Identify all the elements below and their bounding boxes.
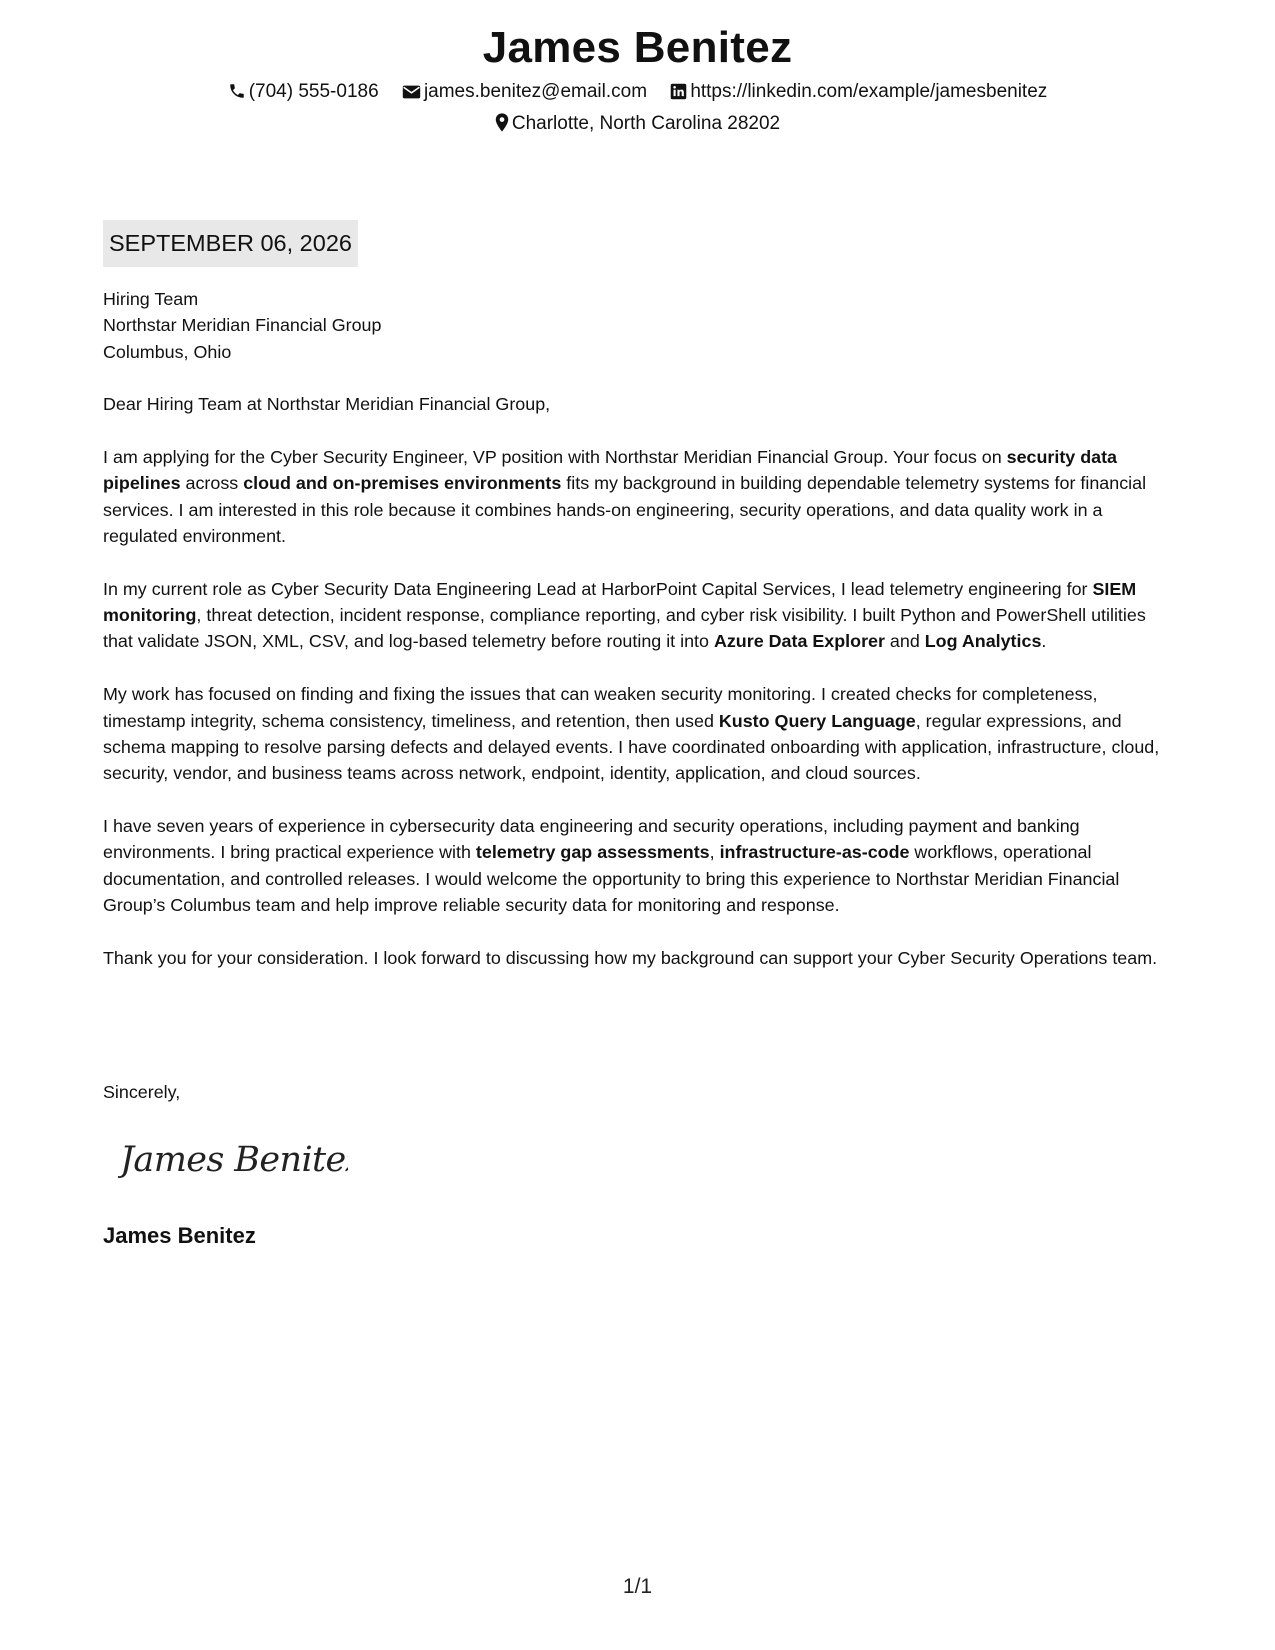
highlight-text: SIEM monitoring — [103, 578, 1137, 626]
paragraph-text: In my current role as Cyber Security Data Engineering Lead at HarborPoint Capital Services, I lead telemetry engineering for — [103, 578, 1093, 599]
recipient-line: Northstar Meridian Financial Group — [103, 315, 382, 336]
paragraph-experience — [103, 813, 1173, 918]
paragraph-text: across — [180, 473, 244, 494]
linkedin-url[interactable]: https://linkedin.com/example/jamesbenitez — [690, 81, 1048, 102]
signer-name: James Benitez — [103, 1223, 256, 1248]
highlight-text: Log Analytics — [924, 631, 1042, 652]
paragraph-text: fits my background in building dependable telemetry systems for financial services. I am interested in this role because it combines hands-on engineering, security operations, and data quality work in a regulated environment. — [103, 473, 1147, 547]
contact-info-row — [0, 80, 1275, 104]
paragraph-current-role — [103, 576, 1173, 655]
paragraph-text: My work has focused on finding and fixing the issues that can weaken security monitoring. I created checks for completeness, timestamp integrity, schema consistency, timeliness, and retention, then used — [103, 684, 1098, 731]
page-number: 1/1 — [622, 1575, 653, 1598]
paragraph-text: , regular expressions, and schema mapping to resolve parsing defects and delayed events. I have coordinated onboarding with application, infrastructure, cloud, security, vendor, and business teams across network, endpoint, identity, application, and cloud sources. — [103, 710, 1160, 784]
paragraph-text: , — [709, 842, 720, 863]
recipient-block — [103, 286, 1173, 365]
linkedin-contact[interactable] — [670, 80, 1047, 104]
signature-text: James Benitez — [120, 1140, 348, 1180]
linkedin-icon — [670, 83, 687, 100]
handwritten-signature — [118, 1135, 348, 1190]
location-contact — [495, 112, 780, 136]
location-row — [0, 112, 1275, 136]
applicant-name: James Benitez — [482, 23, 793, 72]
email-address[interactable]: james.benitez@email.com — [423, 81, 648, 102]
paragraph-text: I have seven years of experience in cybersecurity data engineering and security operations, including payment and banking environments. I bring practical experience with — [103, 815, 1080, 863]
paragraph-text: , threat detection, incident response, compliance reporting, and cyber risk visibility. I built Python and PowerShell utilities that validate JSON, XML, CSV, and log-based telemetry before routing it into — [103, 605, 1146, 652]
recipient-line: Hiring Team — [103, 289, 199, 309]
paragraph-closing: Thank you for your consideration. I look forward to discussing how my background can support your Cyber Security Operations team. — [103, 947, 1158, 968]
phone-contact — [228, 80, 379, 104]
highlight-text: security data pipelines — [103, 447, 1118, 494]
highlight-text: cloud and on-premises environments — [243, 473, 562, 494]
phone-number: (704) 555-0186 — [248, 81, 379, 102]
highlight-text: Azure Data Explorer — [713, 631, 885, 652]
paragraph-text: I am applying for the Cyber Security Engineer, VP position with Northstar Meridian Financial Group. Your focus on — [103, 447, 1007, 468]
email-contact[interactable] — [402, 80, 647, 104]
map-pin-icon — [495, 113, 509, 132]
salutation: Dear Hiring Team at Northstar Meridian Financial Group, — [103, 394, 551, 415]
letter-body — [103, 286, 1173, 997]
paragraph-text: and — [884, 631, 925, 652]
paragraph-work-focus — [103, 681, 1173, 786]
paragraph-text: . — [1041, 631, 1047, 652]
recipient-line: Columbus, Ohio — [103, 341, 232, 362]
location-text: Charlotte, North Carolina 28202 — [511, 113, 781, 134]
phone-icon — [228, 82, 246, 100]
paragraph-text: workflows, operational documentation, and controlled releases. I would welcome the opportunity to bring this experience to Northstar Meridian Financial Group’s Columbus team and help improve reliable security data for monitoring and response. — [103, 842, 1120, 915]
highlight-text: telemetry gap assessments — [475, 842, 710, 863]
letter-date: SEPTEMBER 06, 2026 — [103, 220, 358, 267]
highlight-text: Kusto Query Language — [718, 710, 916, 731]
envelope-icon — [402, 84, 421, 100]
paragraph-intro — [103, 444, 1173, 549]
highlight-text: infrastructure-as-code — [719, 842, 910, 863]
closing-salutation: Sincerely, — [103, 1082, 181, 1102]
